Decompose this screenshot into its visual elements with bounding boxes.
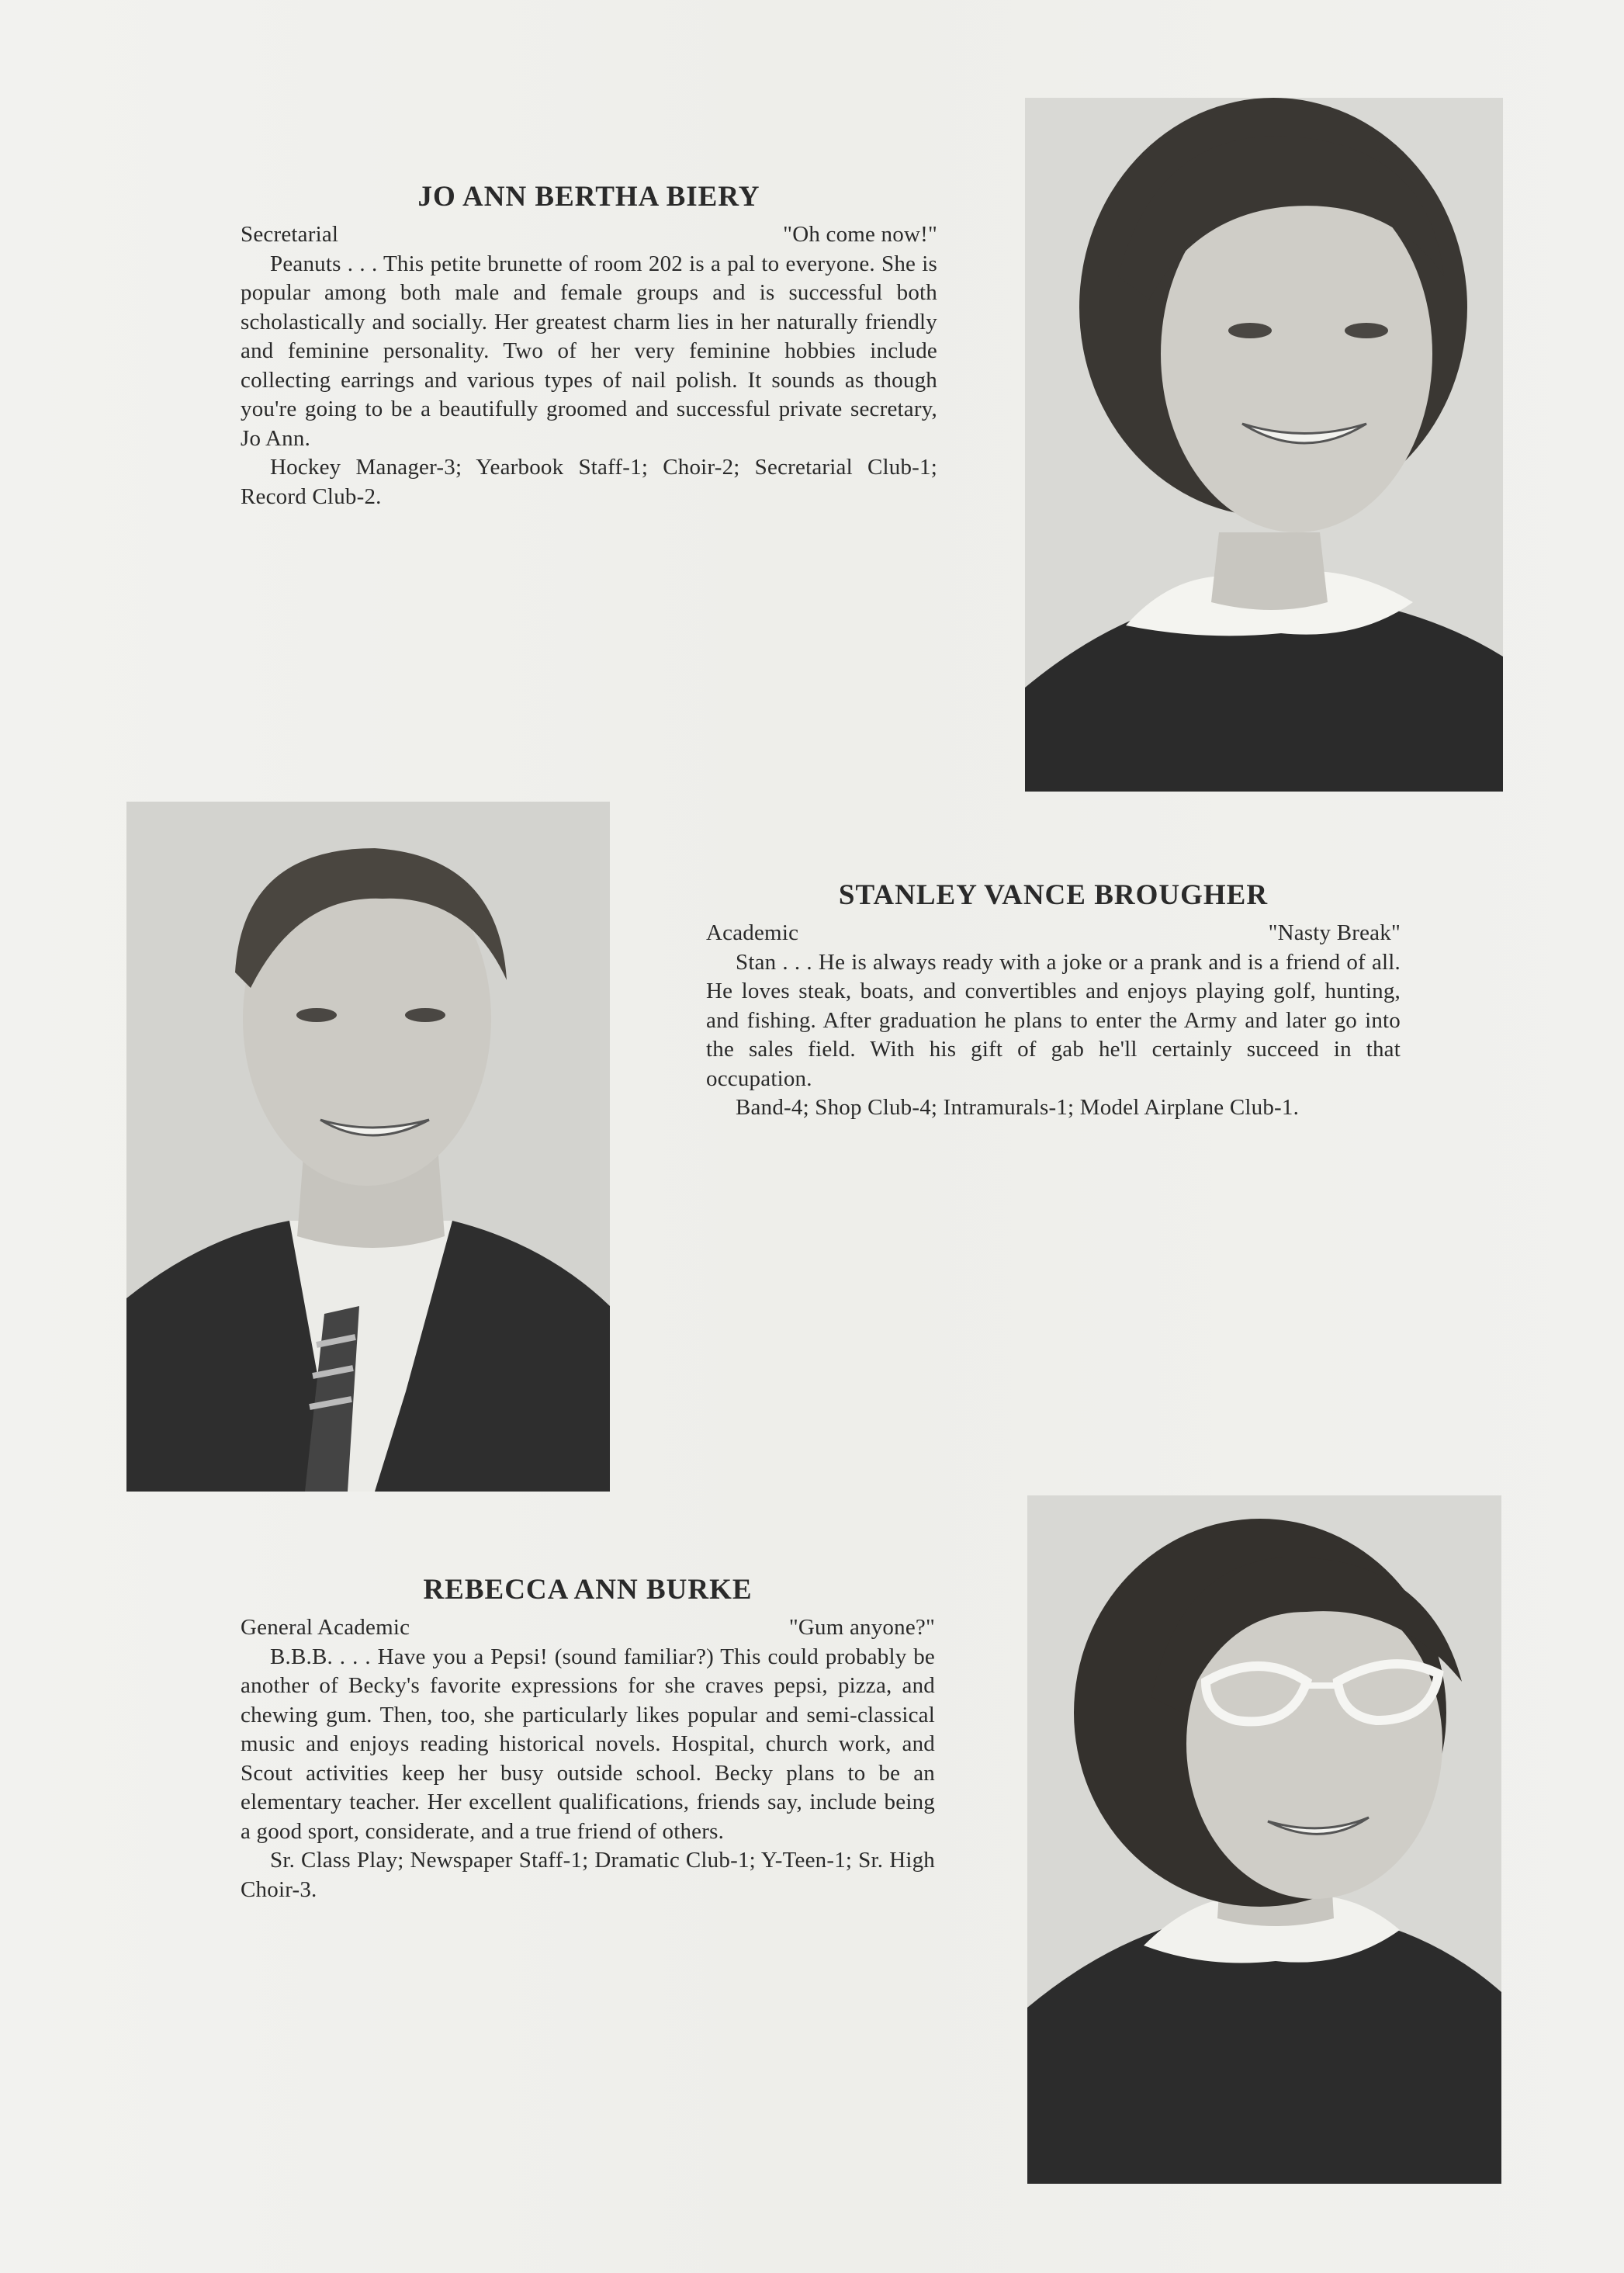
student-name: REBECCA ANN BURKE bbox=[423, 1574, 753, 1606]
student-motto: "Oh come now!" bbox=[783, 222, 937, 247]
student-bio: Peanuts . . . This petite brunette of room 202 is a pal to everyone. She is popular among both male and female groups and is successful both scholastically and socially. Her greatest charm lies in her naturally friendly and feminine personality. Two of her very feminine hobbies include collecting earrings and various types of nail polish. It sounds as though you're going to be a beautifully groomed and successful private secretary, Jo Ann. bbox=[241, 251, 937, 451]
student-activities: Band-4; Shop Club-4; Intramurals-1; Model Airplane Club-1. bbox=[736, 1095, 1300, 1120]
student-name: JO ANN BERTHA BIERY bbox=[417, 181, 760, 213]
student-bio: B.B.B. . . . Have you a Pepsi! (sound familiar?) This could probably be another of Becky's favorite expressions for she craves pepsi, pizza, and chewing gum. Then, too, she particularly likes popular and semi-classical music and enjoys reading historical novels. Hospital, church work, and Scout activities keep her busy outside school. Becky plans to be an elementary teacher. Her excellent qualifications, friends say, include being a good sport, considerate, and a true friend of others. bbox=[241, 1644, 935, 1844]
student-motto: "Nasty Break" bbox=[1268, 920, 1401, 945]
student-name: STANLEY VANCE BROUGHER bbox=[838, 879, 1269, 911]
portrait-photo-jo-ann bbox=[1025, 98, 1503, 792]
student-course: Secretarial bbox=[241, 222, 339, 247]
student-entry-jo-ann bbox=[241, 180, 937, 511]
portrait-photo-stanley bbox=[126, 802, 610, 1492]
portrait-photo-rebecca bbox=[1027, 1495, 1501, 2184]
student-activities: Sr. Class Play; Newspaper Staff-1; Dramatic Club-1; Y-Teen-1; Sr. High Choir-3. bbox=[241, 1848, 935, 1902]
student-motto: "Gum anyone?" bbox=[788, 1615, 935, 1640]
student-entry-stanley bbox=[706, 878, 1401, 1123]
student-entry-rebecca bbox=[241, 1573, 935, 1904]
course-motto-row bbox=[706, 919, 1401, 948]
student-course: General Academic bbox=[241, 1615, 410, 1640]
course-motto-row bbox=[241, 220, 937, 250]
course-motto-row bbox=[241, 1613, 935, 1643]
student-activities: Hockey Manager-3; Yearbook Staff-1; Choir-2; Secretarial Club-1; Record Club-2. bbox=[241, 455, 937, 509]
student-bio: Stan . . . He is always ready with a joke or a prank and is a friend of all. He loves steak, boats, and convertibles and enjoys playing golf, hunting, and fishing. After graduation he plans to enter the Army and later go into the sales field. With his gift of gab he'll certainly succeed in that occupation. bbox=[706, 949, 1401, 1091]
student-course: Academic bbox=[706, 920, 799, 945]
